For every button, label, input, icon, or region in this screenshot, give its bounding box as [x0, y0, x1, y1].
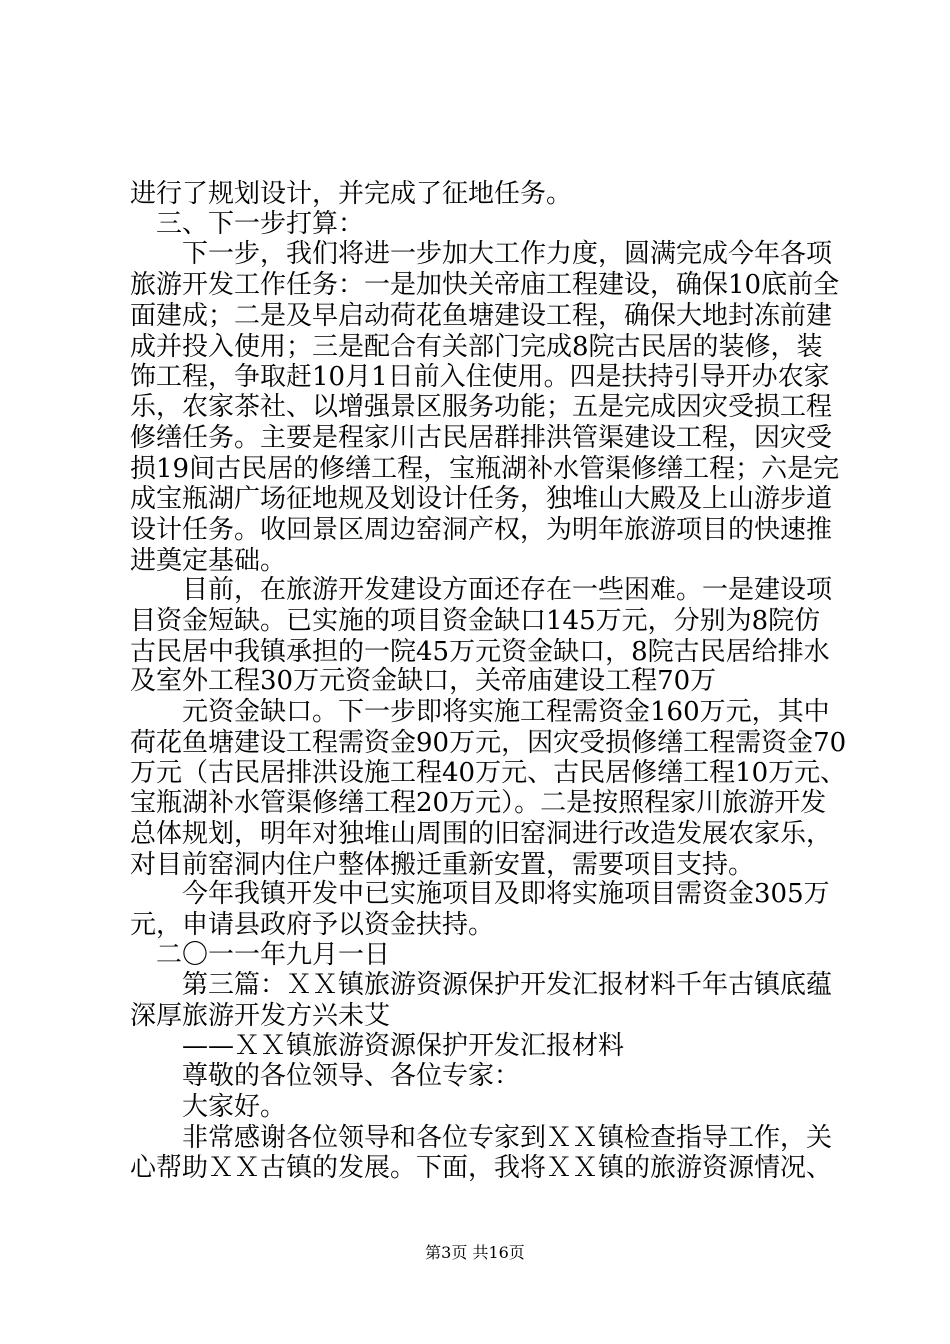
text-line: 目资金短缺。已实施的项目资金缺口145万元，分别为8院仿	[130, 606, 821, 636]
text-line: 目前，在旅游开发建设方面还存在一些困难。一是建设项	[130, 575, 833, 605]
text-line: 古民居中我镇承担的一院45万元资金缺口，8院古民居给排水	[130, 637, 830, 667]
text-line: 乐，农家茶社、以增强景区服务功能；五是完成因灾受损工程	[130, 392, 833, 422]
text-line: 元资金缺口。下一步即将实施工程需资金160万元，其中	[130, 697, 830, 727]
text-line: 成宝瓶湖广场征地规及划设计任务，独堆山大殿及上山游步道	[130, 484, 833, 514]
text-line: 损19间古民居的修缮工程，宝瓶湖补水管渠修缮工程；六是完	[130, 454, 840, 484]
text-line: 三、下一步打算：	[130, 209, 365, 239]
text-line: 今年我镇开发中已实施项目及即将实施项目需资金305万	[130, 879, 830, 909]
text-line: 面建成；二是及早启动荷花鱼塘建设工程，确保大地封冻前建	[130, 301, 833, 331]
text-line: 对目前窑洞内住户整体搬迁重新安置，需要项目支持。	[130, 850, 755, 880]
text-line: 饰工程，争取赶10月1日前入住使用。四是扶持引导开办农家	[130, 362, 830, 392]
text-line: 进行了规划设计，并完成了征地任务。	[130, 179, 573, 209]
text-line: 成并投入使用；三是配合有关部门完成8院古民居的装修，装	[130, 332, 823, 362]
text-line: 下一步，我们将进一步加大工作力度，圆满完成今年各项	[130, 239, 833, 269]
text-line: 大家好。	[130, 1092, 287, 1122]
text-line: 修缮任务。主要是程家川古民居群排洪管渠建设工程，因灾受	[130, 423, 833, 453]
text-line: 荷花鱼塘建设工程需资金90万元，因灾受损修缮工程需资金70	[130, 728, 847, 758]
text-line: 尊敬的各位领导、各位专家：	[130, 1061, 521, 1091]
text-line: 非常感谢各位领导和各位专家到ＸＸ镇检查指导工作，关	[130, 1123, 833, 1153]
text-line: 宝瓶湖补水管渠修缮工程20万元）。二是按照程家川旅游开发	[130, 788, 827, 818]
text-line: 二〇一一年九月一日	[130, 940, 391, 970]
text-line: 元，申请县政府予以资金扶持。	[130, 910, 495, 940]
text-line: 旅游开发工作任务：一是加快关帝庙工程建设，确保10底前全	[130, 270, 840, 300]
text-line: 心帮助ＸＸ古镇的发展。下面，我将ＸＸ镇的旅游资源情况、	[130, 1153, 833, 1183]
text-line: 设计任务。收回景区周边窑洞产权，为明年旅游项目的快速推	[130, 515, 833, 545]
text-line: 深厚旅游开发方兴未艾	[130, 1001, 391, 1031]
text-line: 进奠定基础。	[130, 546, 287, 576]
text-line: ——ＸＸ镇旅游资源保护开发汇报材料	[130, 1031, 625, 1061]
page-footer: 第3页 共16页	[425, 1243, 525, 1262]
text-line: 万元（古民居排洪设施工程40万元、古民居修缮工程10万元、	[130, 758, 847, 788]
text-line: 总体规划，明年对独堆山周围的旧窑洞进行改造发展农家乐，	[130, 819, 833, 849]
text-line: 及室外工程30万元资金缺口，关帝庙建设工程70万	[130, 666, 717, 696]
text-line: 第三篇：ＸＸ镇旅游资源保护开发汇报材料千年古镇底蕴	[130, 970, 833, 1000]
